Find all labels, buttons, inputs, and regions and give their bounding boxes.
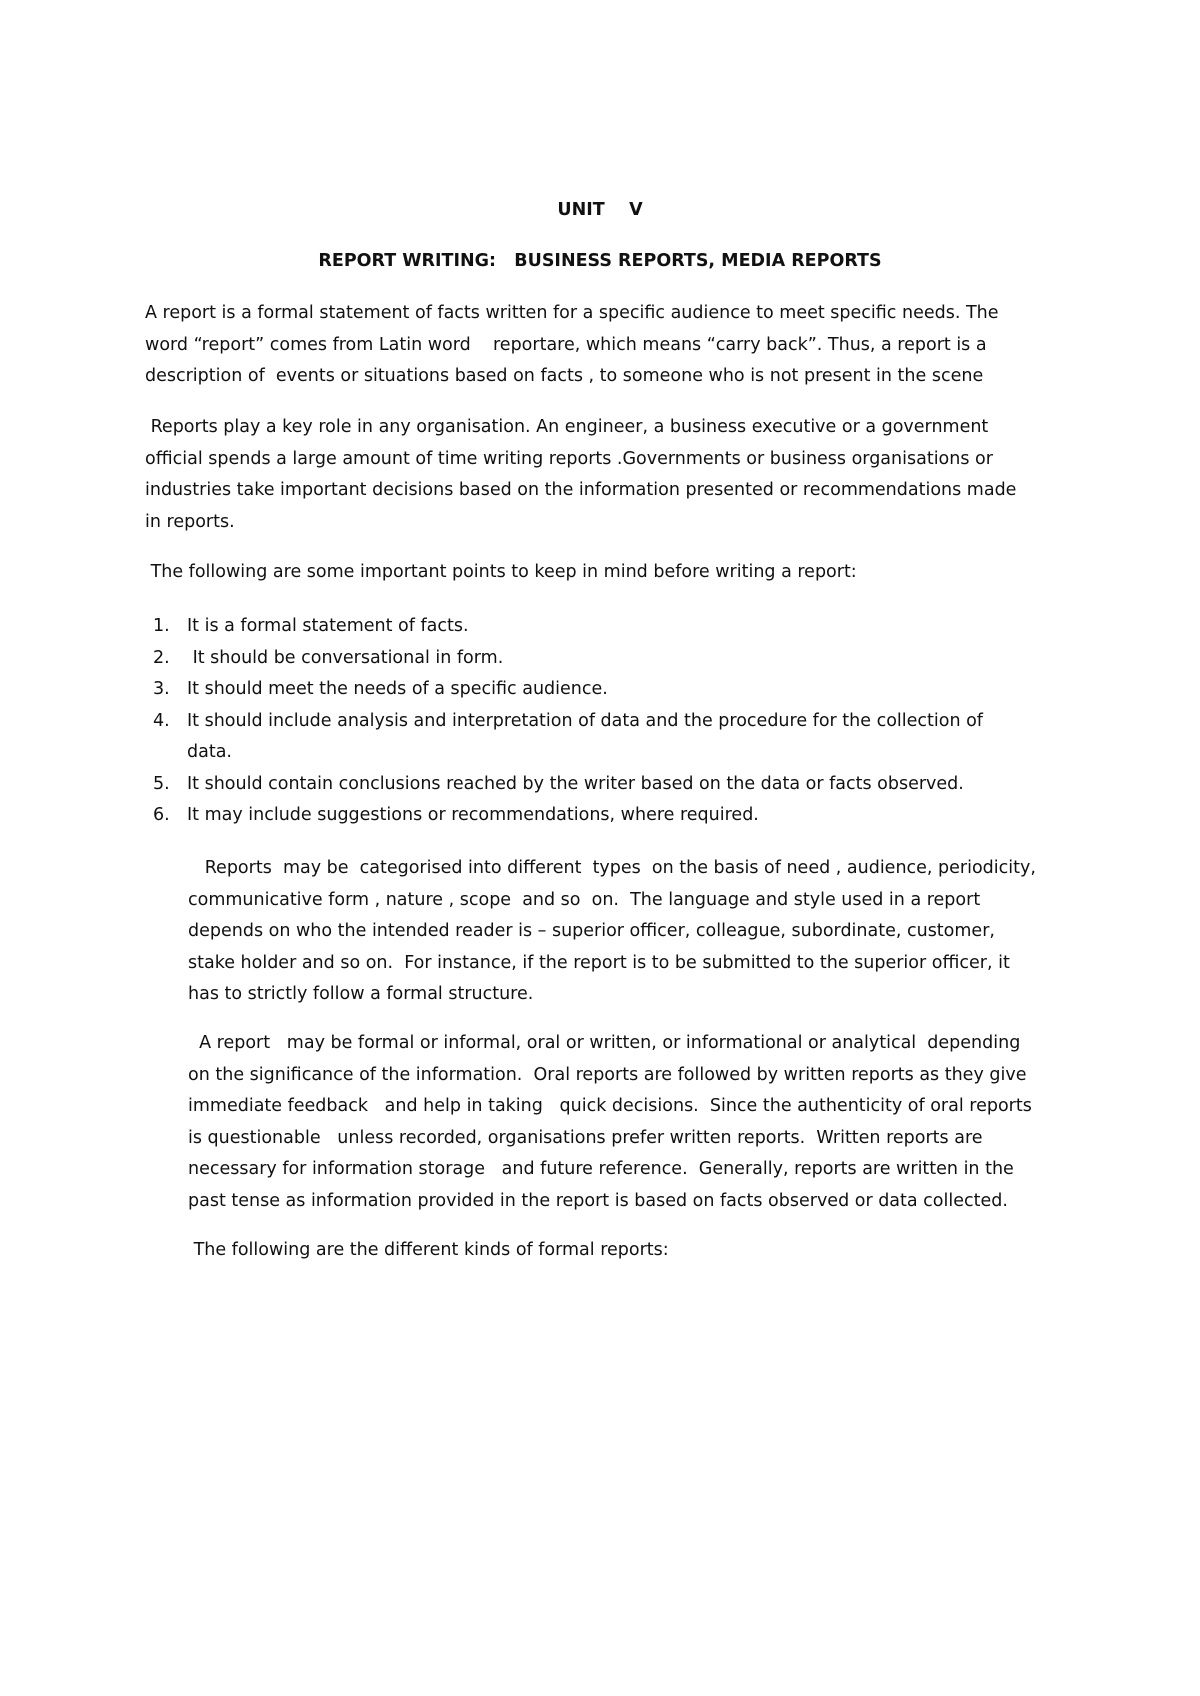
text-line: Reports play a key role in any organisation. An engineer, a business executive or a government xyxy=(145,417,989,437)
list-item xyxy=(145,611,983,643)
text-line: Reports may be categorised into different types on the basis of need , audience, periodicity, xyxy=(188,858,1036,878)
text-line: immediate feedback and help in taking quick decisions. Since the authenticity of oral reports xyxy=(188,1096,1032,1116)
text-line: The following are some important points to keep in mind before writing a report: xyxy=(145,562,857,582)
text-line: description of events or situations based on facts , to someone who is not present in the scene xyxy=(145,366,984,386)
paragraph-categories xyxy=(188,853,1036,1011)
text-line: past tense as information provided in the report is based on facts observed or data collected. xyxy=(188,1190,1008,1211)
list-item xyxy=(145,769,983,801)
list-number: 2. xyxy=(153,647,170,668)
text-line: industries take important decisions based on the information presented or recommendations made xyxy=(145,480,1017,500)
text-line: necessary for information storage and future reference. Generally, reports are written in the xyxy=(188,1159,1014,1179)
list-item xyxy=(145,643,983,675)
text-line: A report is a formal statement of facts written for a specific audience to meet specific needs. The xyxy=(145,303,999,323)
text-line: depends on who the intended reader is – superior officer, colleague, subordinate, customer, xyxy=(188,921,995,941)
list-item-text: It may include suggestions or recommendations, where required. xyxy=(187,805,759,825)
list-item-text: It should be conversational in form. xyxy=(187,647,504,668)
paragraph-kinds-intro xyxy=(188,1235,669,1267)
text-line: The following are the different kinds of formal reports: xyxy=(188,1240,669,1260)
paragraph-forms xyxy=(188,1028,1032,1217)
list-item-text: It should contain conclusions reached by the writer based on the data or facts observed. xyxy=(187,773,964,794)
list-number: 5. xyxy=(153,773,170,794)
list-number: 1. xyxy=(153,616,170,636)
unit-heading: UNIT V xyxy=(557,200,643,220)
paragraph-definition xyxy=(145,298,999,393)
list-item-text: It should include analysis and interpretation of data and the procedure for the collection of xyxy=(187,710,983,731)
text-line: official spends a large amount of time writing reports .Governments or business organisations or xyxy=(145,448,993,469)
list-number: 3. xyxy=(153,679,170,699)
paragraph-points-intro xyxy=(145,557,857,589)
document-title: REPORT WRITING: BUSINESS REPORTS, MEDIA REPORTS xyxy=(318,251,882,271)
text-line: is questionable unless recorded, organisations prefer written reports. Written reports are xyxy=(188,1127,983,1148)
text-line: has to strictly follow a formal structure. xyxy=(188,984,534,1004)
list-item xyxy=(145,706,983,769)
list-number: 4. xyxy=(153,710,170,731)
text-line: stake holder and so on. For instance, if the report is to be submitted to the superior officer, it xyxy=(188,952,1010,973)
text-line: on the significance of the information. Oral reports are followed by written reports as they give xyxy=(188,1064,1027,1085)
list-number: 6. xyxy=(153,805,170,825)
paragraph-role xyxy=(145,412,1016,538)
text-line: word “report” comes from Latin word reportare, which means “carry back”. Thus, a report is a xyxy=(145,334,987,355)
list-item-text: It is a formal statement of facts. xyxy=(187,616,469,636)
text-line: communicative form , nature , scope and so on. The language and style used in a report xyxy=(188,889,981,910)
list-item-text: It should meet the needs of a specific audience. xyxy=(187,679,608,699)
list-item xyxy=(145,674,983,706)
points-list xyxy=(145,611,983,832)
list-item xyxy=(145,800,983,832)
list-item-text: data. xyxy=(187,742,232,762)
text-line: A report may be formal or informal, oral or written, or informational or analytical depending xyxy=(188,1033,1021,1053)
text-line: in reports. xyxy=(145,511,235,532)
